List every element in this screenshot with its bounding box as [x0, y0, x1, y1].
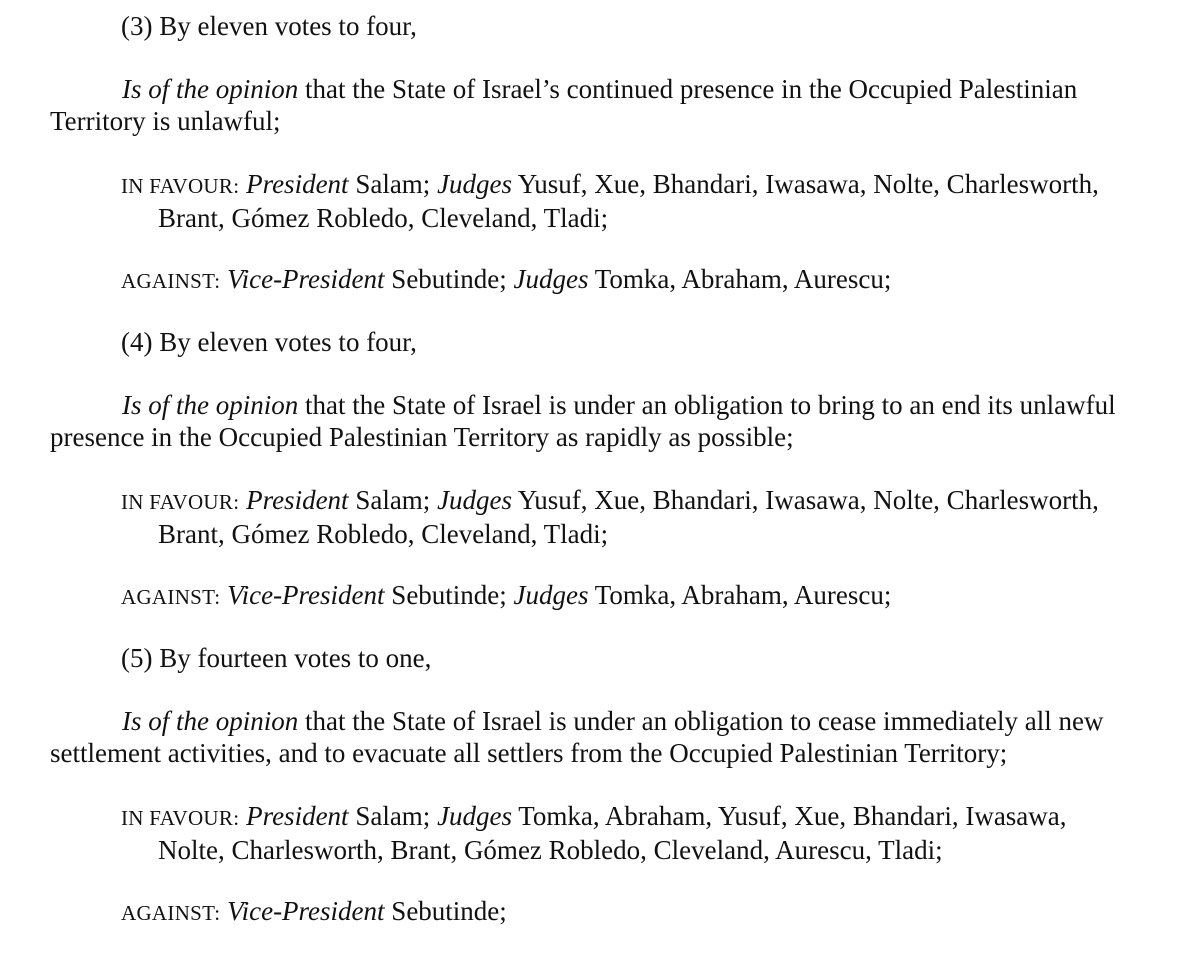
vice-president-title: Vice-President	[227, 580, 385, 610]
judges-names-line2: Nolte, Charlesworth, Brant, Gómez Robledo, Cleveland, Aurescu, Tladi;	[158, 835, 943, 865]
in-favour-label: IN FAVOUR:	[121, 806, 240, 830]
judges-names-line2: Brant, Gómez Robledo, Cleveland, Tladi;	[158, 203, 609, 233]
section-5-opinion	[50, 705, 1167, 769]
judges-names: Tomka, Abraham, Aurescu;	[588, 264, 892, 294]
section-3-opinion	[50, 73, 1167, 137]
opinion-text-line2: settlement activities, and to evacuate all settlers from the Occupied Palestinian Territory;	[50, 738, 1008, 768]
section-5-in-favour	[121, 800, 1167, 866]
judges-title: Judges	[437, 169, 513, 199]
judges-title: Judges	[437, 485, 513, 515]
section-4-opinion	[50, 389, 1167, 453]
in-favour-label: IN FAVOUR:	[121, 490, 240, 514]
section-5-against	[121, 895, 507, 929]
president-title: President	[246, 801, 349, 831]
against-label: AGAINST:	[121, 901, 221, 925]
section-3-heading: (3) By eleven votes to four,	[121, 11, 417, 41]
section-5-heading: (5) By fourteen votes to one,	[121, 643, 432, 673]
judges-names: Tomka, Abraham, Aurescu;	[588, 580, 892, 610]
opinion-lead: Is of the opinion	[122, 74, 299, 104]
opinion-text-line1: that the State of Israel is under an obligation to cease immediately all new	[298, 706, 1104, 736]
president-name: Salam;	[348, 485, 438, 515]
judges-title: Judges	[513, 264, 589, 294]
section-3-against	[121, 263, 891, 297]
section-4-in-favour	[121, 484, 1167, 550]
section-4-against	[121, 579, 891, 613]
opinion-lead: Is of the opinion	[122, 706, 299, 736]
vice-president-name: Sebutinde;	[384, 264, 514, 294]
opinion-text-line1: that the State of Israel’s continued presence in the Occupied Palestinian	[298, 74, 1078, 104]
vice-president-title: Vice-President	[227, 896, 385, 926]
opinion-text-line2: Territory is unlawful;	[50, 106, 281, 136]
judges-names-line2: Brant, Gómez Robledo, Cleveland, Tladi;	[158, 519, 609, 549]
president-name: Salam;	[348, 169, 438, 199]
judges-names-line1: Yusuf, Xue, Bhandari, Iwasawa, Nolte, Charlesworth,	[512, 485, 1099, 515]
president-title: President	[246, 485, 349, 515]
judges-title: Judges	[437, 801, 513, 831]
opinion-text-line1: that the State of Israel is under an obligation to bring to an end its unlawful	[298, 390, 1116, 420]
against-label: AGAINST:	[121, 269, 221, 293]
opinion-lead: Is of the opinion	[122, 390, 299, 420]
vice-president-title: Vice-President	[227, 264, 385, 294]
president-title: President	[246, 169, 349, 199]
vice-president-name: Sebutinde;	[384, 580, 514, 610]
section-3-in-favour	[121, 168, 1167, 234]
judges-title: Judges	[513, 580, 589, 610]
section-4-heading: (4) By eleven votes to four,	[121, 327, 417, 357]
against-label: AGAINST:	[121, 585, 221, 609]
judges-names-line1: Tomka, Abraham, Yusuf, Xue, Bhandari, Iwasawa,	[512, 801, 1067, 831]
judges-names-line1: Yusuf, Xue, Bhandari, Iwasawa, Nolte, Charlesworth,	[512, 169, 1099, 199]
in-favour-label: IN FAVOUR:	[121, 174, 240, 198]
opinion-text-line2: presence in the Occupied Palestinian Territory as rapidly as possible;	[50, 422, 794, 452]
vice-president-name: Sebutinde;	[384, 896, 507, 926]
president-name: Salam;	[348, 801, 438, 831]
